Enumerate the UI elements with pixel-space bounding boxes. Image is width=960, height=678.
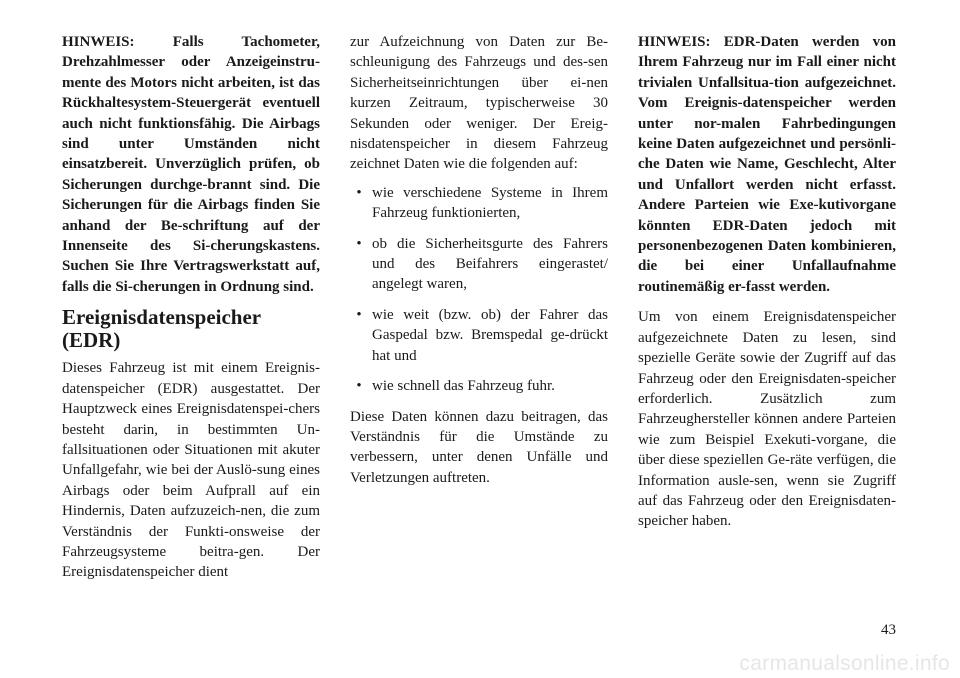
list-item-text: ob die Sicherheitsgurte des Fahrers und des Beifahrers eingerastet/ angelegt waren, [372, 235, 608, 293]
bullet-icon: • [356, 184, 362, 201]
hinweis-note-fuses: HINWEIS: Falls Tachometer, Drehzahlmesser oder Anzeigeinstru-mente des Motors nicht arbeiten, ist das Rückhaltesystem-Steuergerät eventuell auch nicht funktionsfähig. Die Airbags sind unter Umständen nicht einsatzbereit. Unverzüglich prüfen, ob Sicherungen durchge-brannt sind. Die Sicherungen für die Airbags finden Sie anhand der Be-schriftung auf der Innenseite des Si-cherungskastens. Suchen Sie Ihre Vertragswerkstatt auf, falls die Si-cherungen in Ordnung sind. [62, 34, 320, 295]
section-heading-edr: Ereignisdatenspeicher (EDR) [62, 305, 261, 353]
watermark: carmanualsonline.info [739, 652, 950, 675]
edr-data-list [350, 183, 608, 397]
column-middle [350, 32, 608, 496]
edr-intro-paragraph: Dieses Fahrzeug ist mit einem Ereignis-datenspeicher (EDR) ausgestattet. Der Hauptzweck eines Ereignisdatenspei-chers besteht darin, in bestimmten Un-fallsituationen oder Situationen mit akuter Unfallgefahr, wie bei der Auslö-sung eines Airbags oder beim Aufprall auf ein Hindernis, Daten aufzuzeich-nen, die zum Verständnis der Funkti-onsweise der Fahrzeugsysteme beitra-gen. Der Ereignisdatenspeicher dient [62, 360, 320, 581]
list-item [350, 234, 608, 295]
edr-continued-paragraph: zur Aufzeichnung von Daten zur Be-schleunigung des Fahrzeugs und des-sen Sicherheitseinrichtungen über ei-nen kurzen Zeitraum, typischerweise 30 Sekunden oder weniger. Der Ereig-nisdatenspeicher in diesem Fahrzeug zeichnet Daten wie die folgenden auf: [350, 34, 608, 173]
bullet-icon: • [356, 378, 362, 395]
page-number: 43 [881, 622, 896, 638]
edr-closing-paragraph: Diese Daten können dazu beitragen, das Verständnis für die Umstände zu verbessern, unter denen Unfälle und Verletzungen auftreten. [350, 408, 608, 486]
list-item-text: wie verschiedene Systeme in Ihrem Fahrzeug funktionierten, [372, 184, 608, 222]
list-item-text: wie schnell das Fahrzeug fuhr. [372, 378, 555, 395]
bullet-icon: • [356, 235, 362, 252]
hinweis-note-edr: HINWEIS: EDR-Daten werden von Ihrem Fahrzeug nur im Fall einer nicht trivialen Unfallsitua-tion aufgezeichnet. Vom Ereignis-datenspeicher werden unter nor-malen Fahrbedingungen keine Daten aufgezeichnet und persönli-che Daten wie Name, Geschlecht, Alter und Unfallort werden nicht erfasst. Andere Parteien wie Exe-kutivorgane könnten EDR-Daten jedoch mit personenbezogenen Daten kombinieren, die bei einer Unfallaufnahme routinemäßig er-fasst werden. [638, 34, 896, 295]
list-item [350, 376, 608, 396]
bullet-icon: • [356, 306, 362, 323]
column-left [62, 32, 320, 591]
column-right [638, 32, 896, 540]
list-item [350, 305, 608, 366]
list-item-text: wie weit (bzw. ob) der Fahrer das Gaspedal bzw. Bremspedal ge-drückt hat und [372, 306, 608, 364]
edr-access-paragraph: Um von einem Ereignisdatenspeicher aufgezeichnete Daten zu lesen, sind spezielle Geräte sowie der Zugriff auf das Fahrzeug oder den Ereignisdaten-speicher erforderlich. Zusätzlich zum Fahrzeughersteller können andere Parteien wie zum Beispiel Exekuti-vorgane, die über diese speziellen Ge-räte verfügen, die Information ausle-sen, wenn sie Zugriff auf das Fahrzeug oder den Ereignisdaten-speicher haben. [638, 309, 896, 530]
list-item [350, 183, 608, 224]
